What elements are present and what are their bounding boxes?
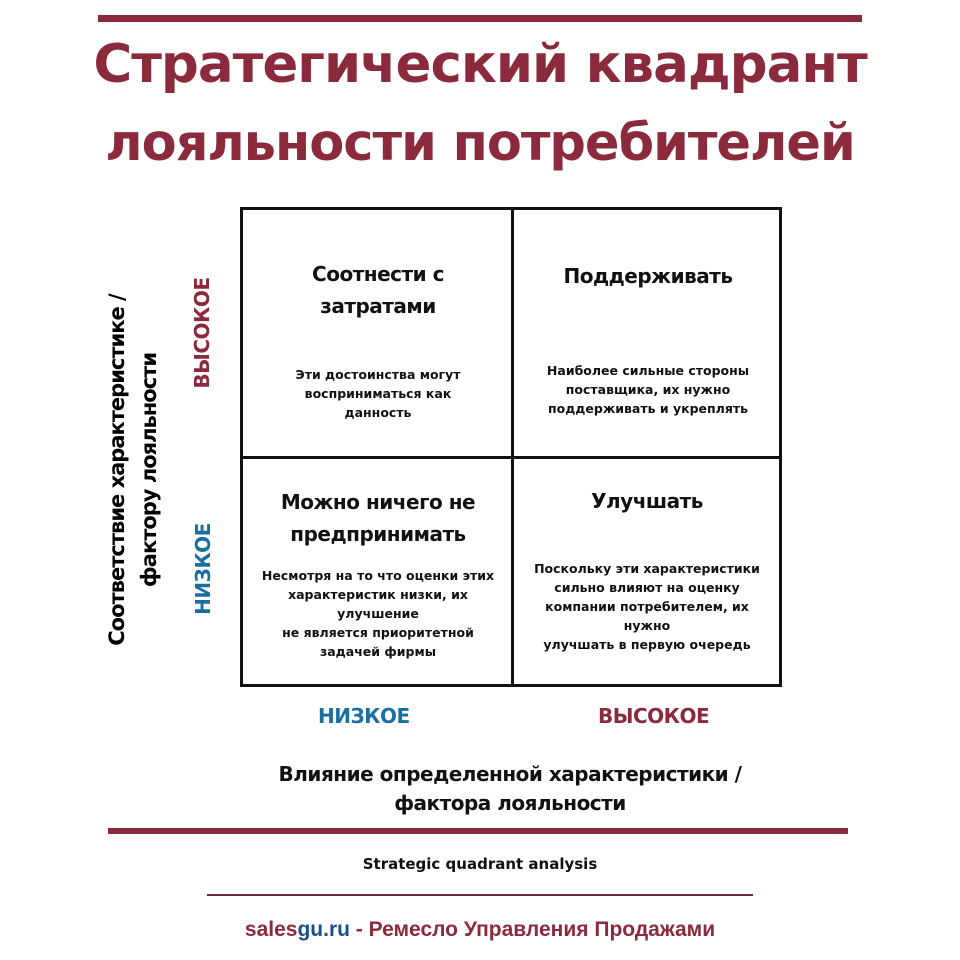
heading-line: Можно ничего не — [280, 490, 476, 514]
bottom-divider — [108, 828, 848, 834]
desc-line: характеристик низки, их улучшение — [288, 587, 468, 621]
x-axis-title — [200, 760, 820, 818]
x-axis-title-line: фактора лояльности — [394, 791, 626, 815]
desc-line: задачей фирмы — [319, 644, 437, 659]
footer-site-part2: gu.ru — [297, 918, 350, 941]
heading-line: затратами — [320, 294, 436, 318]
heading-line: предпринимать — [290, 522, 466, 546]
y-axis-title — [101, 294, 165, 645]
desc-line: компании потребителем, их нужно — [545, 599, 749, 633]
y-axis-high-label: ВЫСОКОЕ — [190, 277, 214, 389]
quadrant-top-right-heading: Поддерживать — [563, 264, 733, 288]
x-axis-high-label: ВЫСОКОЕ — [598, 704, 710, 728]
quadrant-top-left — [260, 258, 496, 422]
quadrant-top-left-description — [260, 365, 496, 422]
desc-line: восприниматься как — [304, 386, 452, 401]
desc-line: улучшать в первую очередь — [543, 637, 751, 652]
quadrant-bottom-left — [250, 486, 506, 661]
desc-line: Поскольку эти характеристики — [534, 561, 760, 576]
desc-line: Наиболее сильные стороны — [546, 363, 750, 378]
x-axis-low-label: НИЗКОЕ — [318, 704, 410, 728]
desc-line: сильно влияют на оценку — [554, 580, 740, 595]
footer-site-part1: sales — [244, 918, 298, 941]
desc-line: данность — [344, 405, 412, 420]
y-axis-title-line: Соответствие характеристике / — [105, 294, 129, 646]
quadrant-bottom-right-heading: Улучшать — [591, 489, 703, 513]
quadrant-top-right — [526, 260, 770, 418]
quadrant-bottom-left-heading — [250, 486, 506, 550]
desc-line: поддерживать и укреплять — [547, 401, 749, 416]
desc-line: Несмотря на то что оценки этих — [261, 568, 495, 583]
desc-line: Эти достоинства могут — [295, 367, 461, 382]
page-title-line2: лояльности потребителей — [105, 114, 855, 173]
heading-line: Соотнести с — [312, 262, 444, 286]
footer-credit — [0, 918, 960, 942]
quadrant-bottom-left-description — [250, 566, 506, 661]
quadrant-top-left-heading — [260, 258, 496, 322]
desc-line: поставщика, их нужно — [565, 382, 731, 397]
y-axis-low-label: НИЗКОЕ — [191, 523, 215, 615]
top-divider — [98, 15, 862, 22]
desc-line: не является приоритетной — [282, 625, 474, 640]
quadrant-bottom-right-description — [516, 559, 778, 654]
y-axis-title-line: фактору лояльности — [137, 352, 161, 588]
footer-tagline: - Ремесло Управления Продажами — [349, 918, 716, 941]
grid-horizontal-divider — [240, 456, 782, 459]
quadrant-top-right-description — [526, 361, 770, 418]
footer-divider — [207, 894, 753, 896]
x-axis-title-line: Влияние определенной характеристики / — [278, 762, 742, 786]
figure-caption: Strategic quadrant analysis — [362, 855, 598, 873]
grid-vertical-divider — [511, 207, 514, 687]
quadrant-bottom-right — [516, 485, 778, 654]
page-title-line1: Стратегический квадрант — [93, 34, 867, 95]
